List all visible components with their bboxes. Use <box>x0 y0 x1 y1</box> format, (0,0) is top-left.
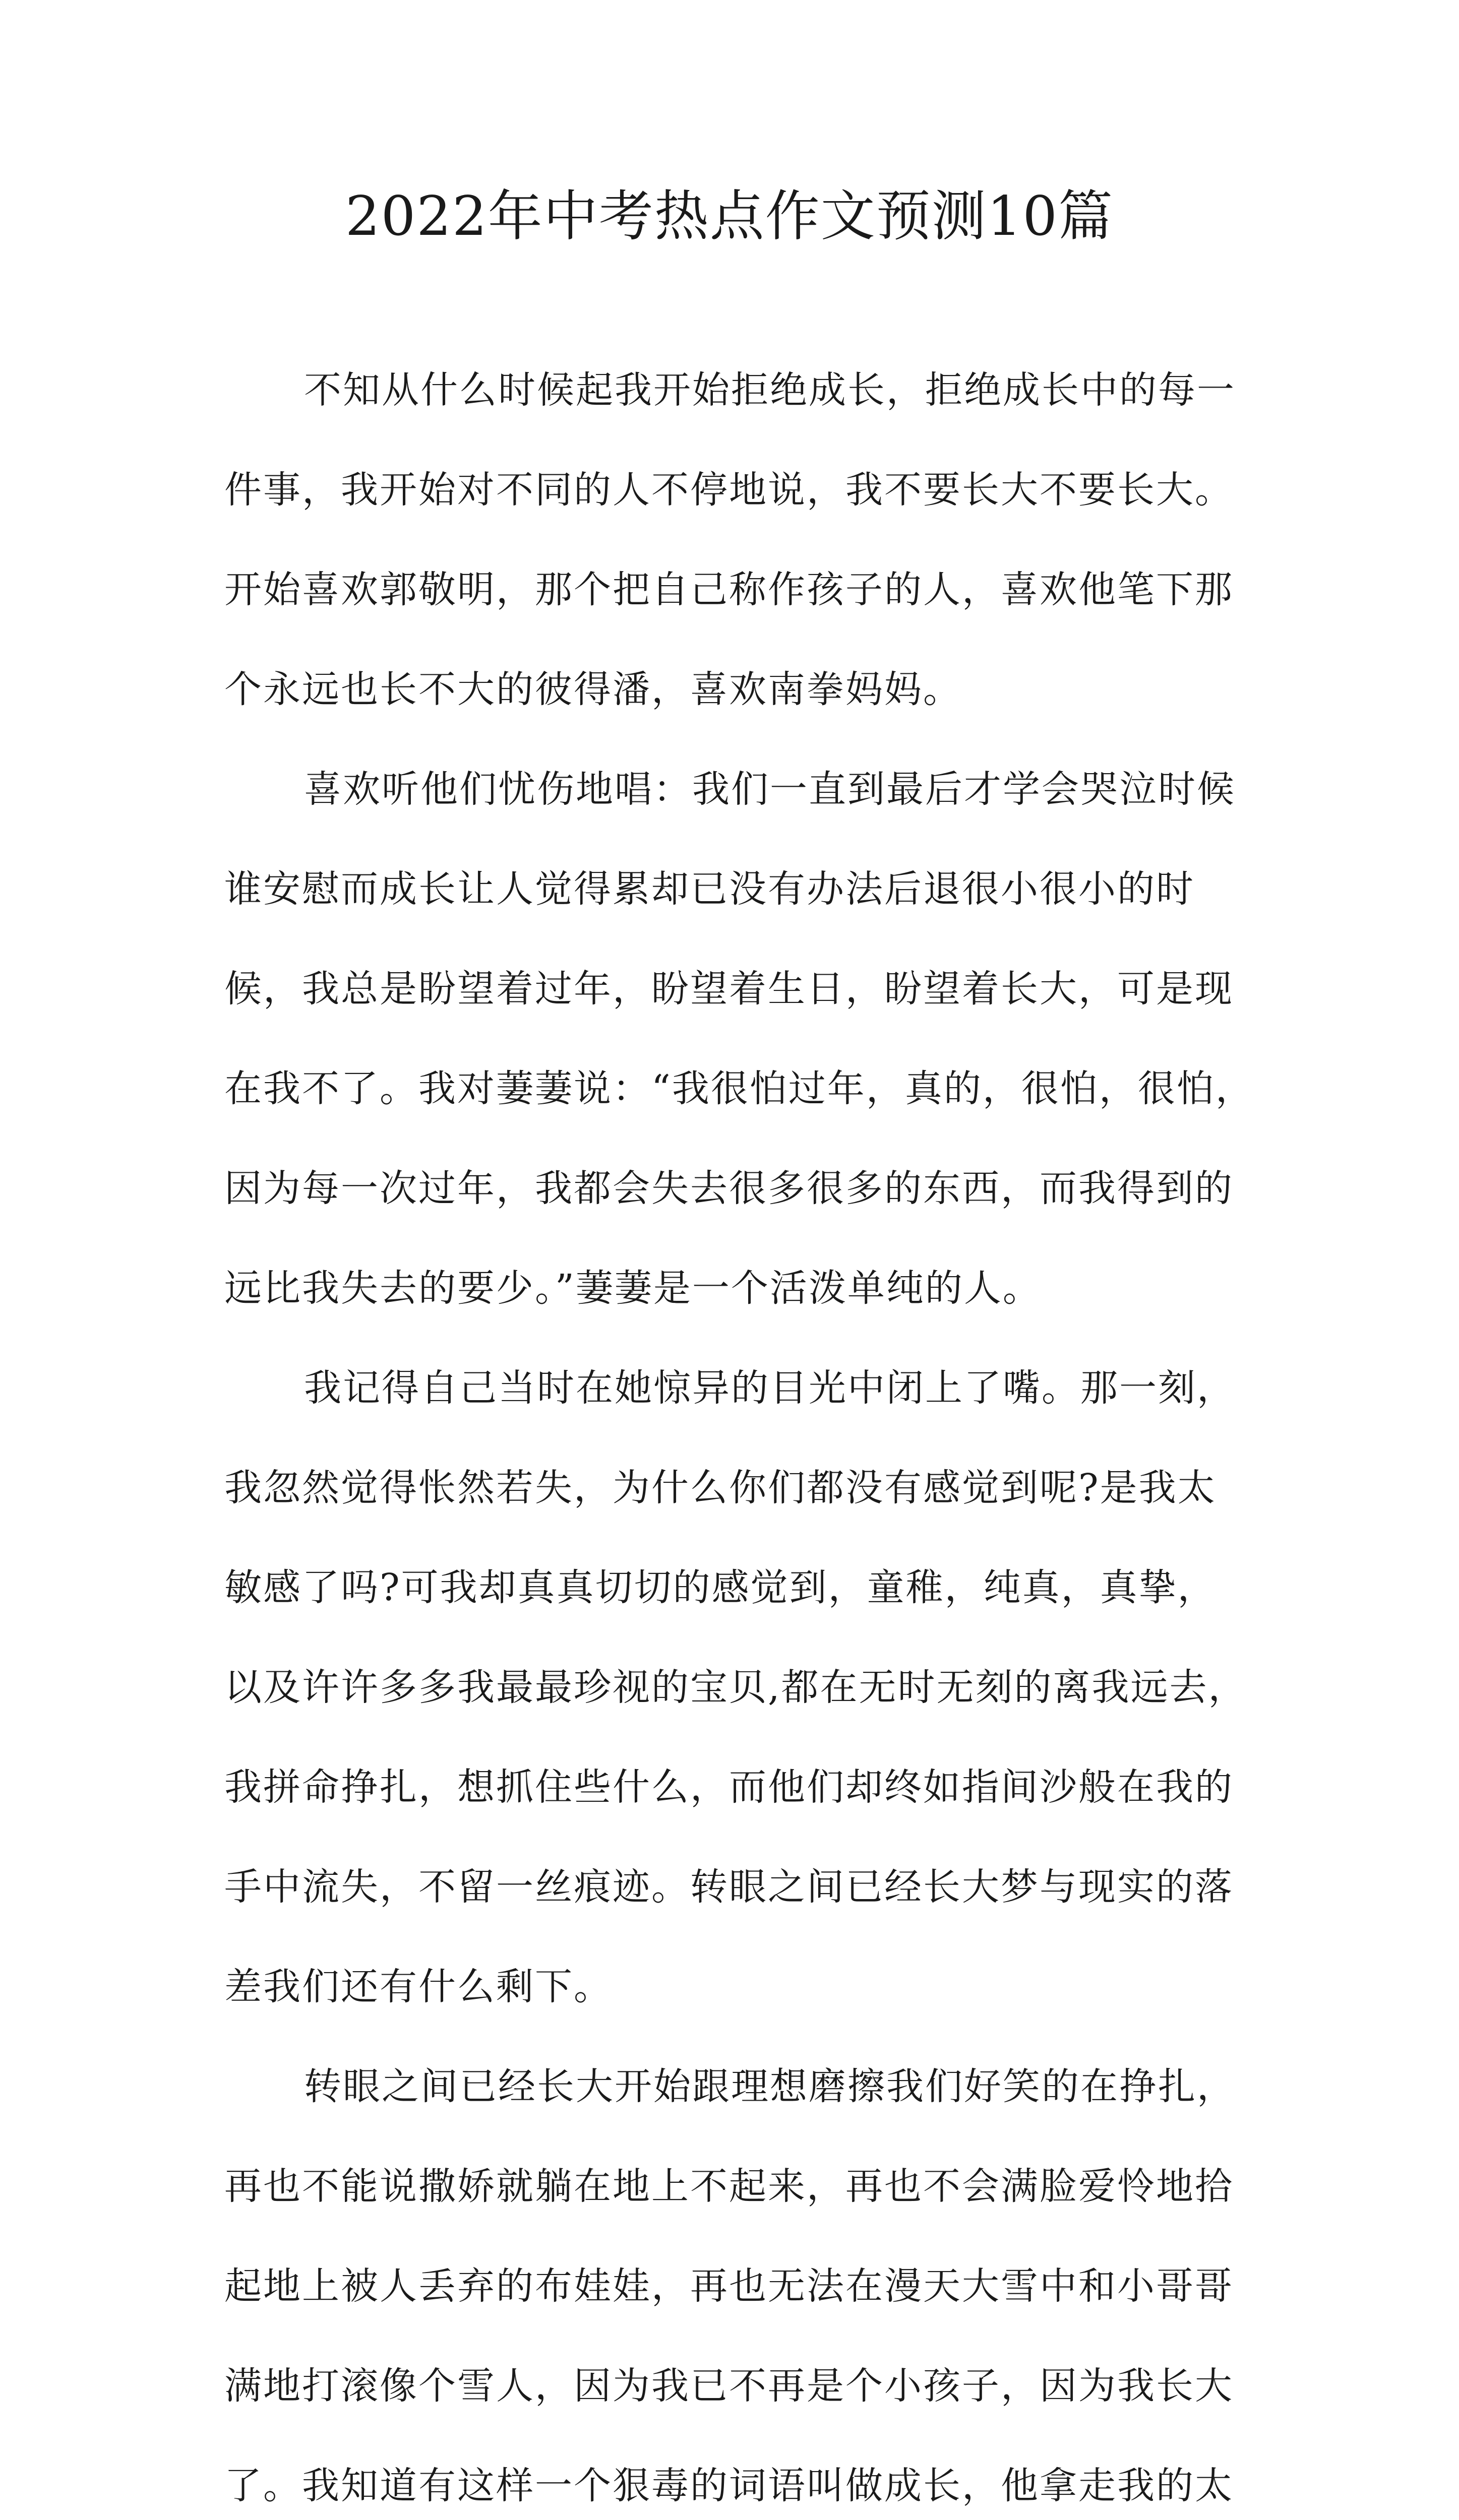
text-line: 我记得自己当时在她惊异的目光中闭上了嘴。那一刻， <box>304 1366 1236 1410</box>
text-line: 开始喜欢郭敬明，那个把自己称作孩子的人，喜欢他笔下那 <box>224 568 1234 611</box>
text-line: 在我不了。我对萋萋说：“我很怕过年，真的，很怕，很怕， <box>224 1067 1254 1110</box>
text-line: 满地打滚像个雪人，因为我已不再是个小孩子，因为我长大 <box>224 2364 1234 2408</box>
text-line: 喜欢听他们忧伤地唱：我们一直到最后才学会哭泣时候 <box>304 768 1236 811</box>
text-line: 我拼命挣扎，想抓住些什么，而他们却终如指间沙般在我的 <box>224 1766 1234 1809</box>
text-line: 因为每一次过年，我都会失去很多很多的东西，而我得到的 <box>224 1167 1234 1210</box>
text-line: 差我们还有什么剩下。 <box>224 1965 613 2008</box>
text-line: 再也不能说撒娇就躺在地上不起来，再也不会满脸爱怜地拾 <box>224 2165 1234 2208</box>
text-line: 个永远也长不大的彼得潘，喜欢南拳妈妈。 <box>224 668 962 711</box>
text-line: 不知从什么时候起我开始拒绝成长，拒绝成长中的每一 <box>304 368 1236 412</box>
document-title: 2022年中考热点作文预测10篇 <box>345 185 1114 248</box>
text-line: 谁安慰而成长让人觉得累却已没有办法后退很小很小的时 <box>224 867 1195 911</box>
text-line: 件事，我开始对不同的人不停地说，我不要长大不要长大。 <box>224 468 1234 512</box>
text-line: 敏感了吗?可我却真真切切的感觉到，童稚，纯真，真挚， <box>224 1566 1217 1609</box>
text-line: 远比我失去的要少。”萋萋是一个活泼单纯的人。 <box>224 1267 1042 1310</box>
text-line: 手中流失，不留一丝痕迹。转眼之间已经长大梦与现实的落 <box>224 1865 1234 1909</box>
text-line: 以及许许多多我最最珍视的宝贝,都在无时无刻的离我远去， <box>224 1666 1247 1709</box>
text-line: 候，我总是盼望着过年，盼望着生日，盼望着长大，可是现 <box>224 967 1234 1011</box>
text-line: 了。我知道有这样一个狠毒的词语叫做成长，他拿走我的太 <box>224 2464 1234 2507</box>
text-line: 我忽然觉得怅然若失，为什么你们都没有感觉到呢?是我太 <box>224 1466 1217 1509</box>
document-body <box>224 340 1263 2520</box>
text-line: 转眼之间已经长大开始跟理想磨擦我们好笑的在挣扎， <box>304 2065 1236 2108</box>
text-line: 起地上被人丢弃的布娃娃，再也无法在漫天大雪中和小哥哥 <box>224 2264 1234 2308</box>
